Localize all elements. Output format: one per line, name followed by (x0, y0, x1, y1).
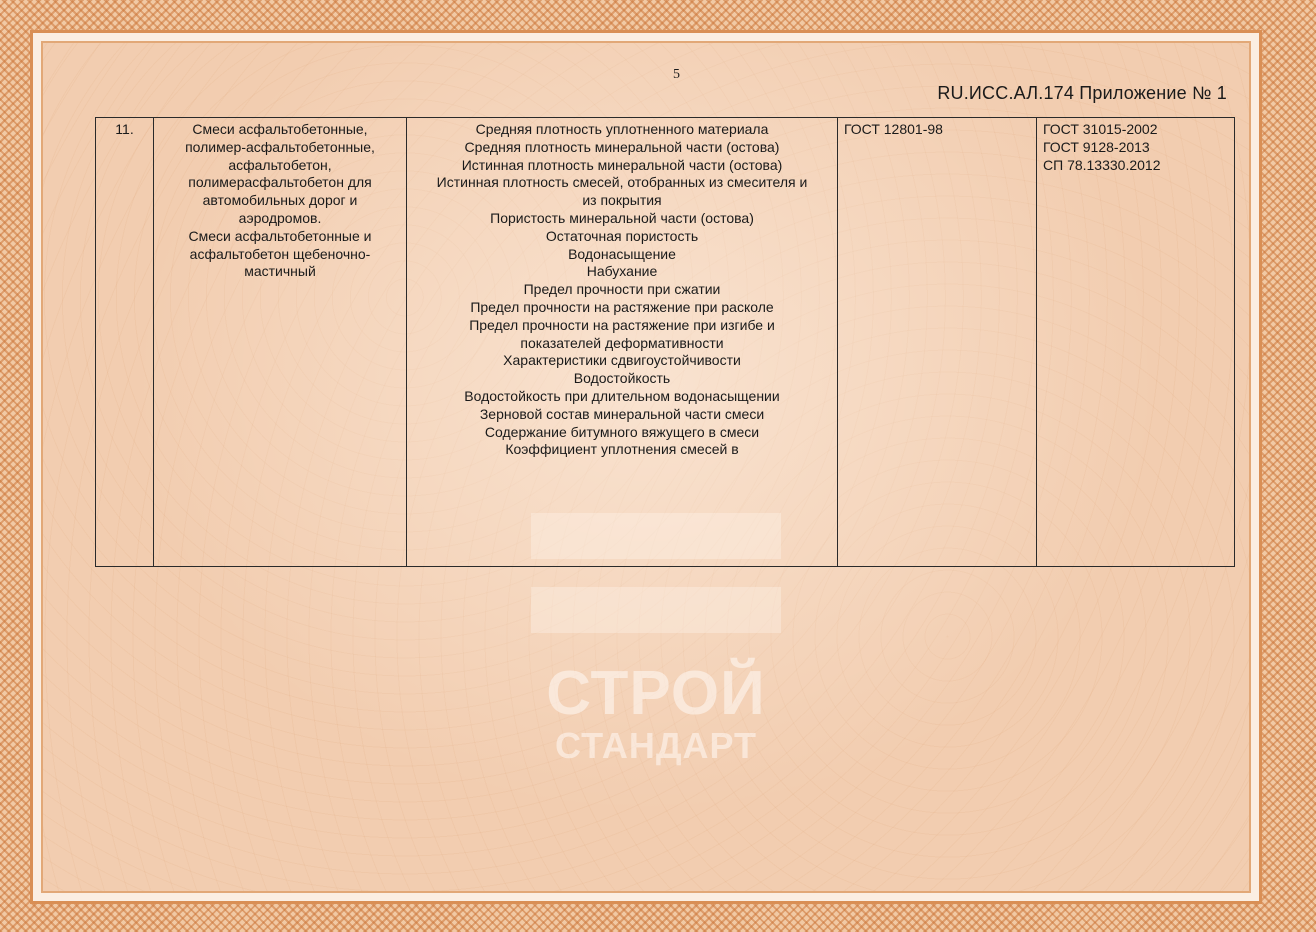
indicator-line: Истинная плотность минеральной части (остова) (461, 156, 783, 173)
indicator-line: показателей деформативности (520, 334, 724, 351)
row-number-cell (96, 118, 154, 567)
indicator-line: Предел прочности при сжатии (523, 281, 721, 298)
indicator-line: Содержание битумного вяжущего в смеси (484, 423, 760, 440)
watermark-bar (531, 587, 781, 633)
object-line: полимер-асфальтобетонные, (185, 138, 375, 155)
indicator-line: Предел прочности на растяжение при изгибе и (469, 316, 775, 333)
indicator-line: Характеристики сдвигоустойчивости (503, 352, 741, 369)
watermark-sub-text: СТАНДАРТ (555, 725, 757, 766)
object-line: Смеси асфальтобетонные, (192, 121, 368, 137)
row-number: 11. (115, 121, 134, 137)
norm-documents-cell (1037, 118, 1235, 567)
test-method-cell (838, 118, 1037, 567)
watermark-main-text: СТРОЙ (546, 659, 766, 728)
test-method: ГОСТ 12801-98 (844, 121, 943, 137)
indicator-line: Предел прочности на растяжение при расколе (470, 298, 774, 315)
norm-document: СП 78.13330.2012 (1043, 156, 1161, 173)
document-body (41, 41, 1251, 893)
indicators-cell (407, 118, 838, 567)
object-line: автомобильных дорог и (202, 192, 358, 209)
norm-document: ГОСТ 31015-2002 (1043, 121, 1158, 137)
object-line: асфальтобетон щебеночно- (189, 245, 371, 262)
indicator-line: Пористость минеральной части (остова) (490, 209, 754, 226)
indicator-line: Коэффициент уплотнения смесей в (505, 441, 739, 458)
object-line: мастичный (244, 263, 316, 280)
norm-document: ГОСТ 9128-2013 (1043, 138, 1150, 155)
indicator-line: Средняя плотность уплотненного материала (475, 121, 769, 137)
accreditation-scope-table (95, 117, 1235, 567)
indicator-line: Водонасыщение (568, 245, 676, 262)
indicator-line: Водостойкость при длительном водонасыщении (464, 387, 780, 404)
indicator-line: Истинная плотность смесей, отобранных из смесителя и (436, 174, 808, 191)
indicator-line: Зерновой состав минеральной части смеси (479, 405, 765, 422)
indicator-line: Водостойкость (573, 370, 671, 387)
object-line: полимерасфальтобетон для (188, 174, 372, 191)
indicator-line: из покрытия (582, 192, 662, 209)
document-code: RU.ИСС.АЛ.174 Приложение № 1 (937, 83, 1227, 103)
object-cell (154, 118, 407, 567)
object-line: асфальтобетон, (228, 156, 332, 173)
object-line: аэродромов. (238, 209, 322, 226)
page-number: 5 (673, 67, 680, 82)
object-line: Смеси асфальтобетонные и (188, 227, 372, 244)
indicator-line: Средняя плотность минеральной части (остова) (464, 138, 780, 155)
indicator-line: Остаточная пористость (545, 227, 699, 244)
indicator-line: Набухание (586, 263, 658, 280)
ornamental-frame (30, 30, 1262, 904)
table-row (96, 118, 1235, 567)
